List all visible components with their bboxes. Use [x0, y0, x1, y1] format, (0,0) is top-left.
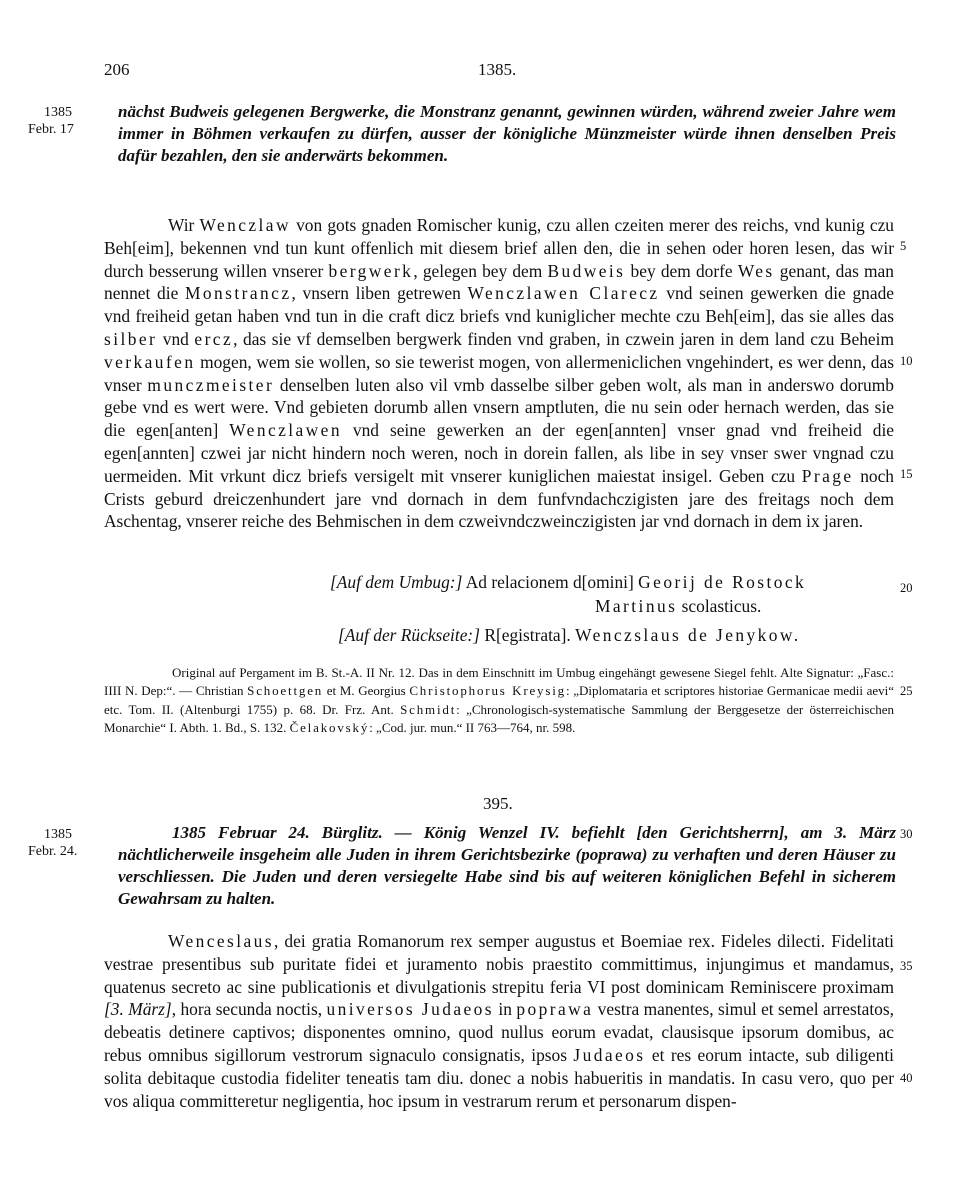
entry-395-summary: 1385 Februar 24. Bürglitz. — König Wenzel IV. befiehlt [den Gerichtsherrn], am 3. März nächtlicherweile insgeheim alle Juden in ihrem Gerichtsbezirke (poprawa) zu verhaften und deren Häuser zu verschliessen. Die Juden und deren versiegelte Habe sind bis auf weiteren königlichen Befehl in sicherem Gewahrsam zu halten.: [118, 823, 896, 908]
spaced-name: Prage: [801, 465, 854, 486]
spaced-name: Wenceslaus: [168, 931, 275, 951]
margin-date-394: [28, 104, 74, 138]
spaced-name: Wenczlawen: [229, 420, 342, 441]
spaced-name: Wenczlawen Clarecz: [467, 283, 660, 304]
text-run: , hora secunda noctis,: [171, 999, 327, 1020]
text-run: vnd seinen gewerken die gnade vnd freiheid getan haben vnd tun in die craft dicz briefs vnd kuniglicher mechte czu Beh[eim], das sie alles das: [104, 283, 894, 327]
spaced-name: Judaeos: [573, 1044, 646, 1065]
text-run: : „Cod. jur. mun.“ II 763—764, nr. 598.: [369, 719, 576, 735]
endorsement-umbug-line2: [595, 596, 761, 617]
text-run: denselben luten also vil vmb dasselbe silber geben wolt, als man in anderswo dorumb gebe vnd es wert were. Vnd gebieten dorumb allen vnsern amptluten, die nu sein oder hernach werden, das sie die egen[anten]: [104, 374, 894, 441]
endorsement-rueckseite: [338, 625, 801, 646]
text-run: , gelegen bey dem: [413, 260, 548, 281]
margin-day: Febr. 24.: [28, 844, 78, 859]
text-run: , dei gratia Romanorum rex semper augustus et Boemiae rex. Fideles dilecti. Fidelitati vestrae presentibus sub puritate fidei et juramento nobis praestito committimus, injungimus et mandamus, quatenus secreto ac sine publicationis et divulgationis strepitu feria VI post dominicam Reminiscere proximam: [104, 931, 894, 997]
spaced-name: bergwerk: [328, 260, 414, 281]
entry-number-395: 395.: [483, 794, 513, 813]
text-run: : „Diplomataria et scriptores historiae Germanicae medii aevi“ etc. Tom. II. (Altenburgi 1755) p. 68. Dr. Frz. Ant.: [104, 683, 894, 717]
entry-395-text: [104, 930, 894, 1112]
text-run: Wir: [168, 215, 200, 235]
spaced-name: Čelakovský: [289, 719, 370, 735]
endorsement-name-2: Wenczslaus de Jenykow.: [575, 625, 801, 645]
page-number: 206: [104, 60, 130, 79]
line-number-5: 5: [900, 239, 907, 253]
spaced-name: munczmeister: [147, 374, 275, 395]
text-run: vestra manentes, simul et semel arrestatos, debeatis detinere captivos; disponentes omnino, quod nullus eorum evadat, clausisque ipsorum domibus, ac rebus omnibus sigillorum vestrorum signaculo consignatis, ipsos: [104, 999, 894, 1065]
spaced-name: Schmidt: [400, 701, 457, 717]
endorsement-role: scolasticus.: [681, 596, 762, 616]
endorsement-name2: Martinus: [595, 596, 678, 616]
running-year-header: 1385.: [478, 60, 517, 79]
spaced-name: Monstrancz: [185, 283, 292, 304]
endorsement-label: [Auf dem Umbug:]: [330, 572, 463, 592]
margin-date-395: [28, 826, 78, 860]
endorsement-umbug: [330, 572, 806, 593]
text-run: genant, das man nennet die: [104, 260, 894, 304]
text-run: vnd seine gewerken an der egen[annten] vnser gnad vnd freiheid die egen[annten] czwei jar nicht hindern noch weren, noch in dorein fallen, als libe in sey vnser swer vngnad czu uermeiden. Mit vrkunt dicz briefs versigelt mit vnserer kuniglichen maiestat insigel. Geben czu: [104, 420, 894, 486]
spaced-name: verkaufen: [104, 351, 196, 372]
margin-year: 1385: [44, 827, 72, 842]
source-note-394: [104, 664, 894, 737]
spaced-name: ercz: [194, 328, 234, 349]
text-run: vnd: [157, 328, 195, 349]
spaced-name: Schoettgen: [247, 683, 324, 699]
line-number-40: 40: [900, 1071, 913, 1085]
line-number-25: 25: [900, 684, 913, 698]
spaced-name: Wenczlaw: [199, 215, 291, 235]
entry-395-body: [104, 930, 894, 1112]
spaced-name: Wes: [737, 260, 775, 281]
text-run: , das sie vf demselben bergwerk finden vnd graben, in czwein jaren in dem land czu Beheim: [233, 328, 895, 349]
line-number-20: 20: [900, 581, 913, 595]
text-run: et M. Georgius: [323, 683, 410, 699]
spaced-name: universos Judaeos: [326, 999, 494, 1020]
entry-394-summary: nächst Budweis gelegenen Bergwerke, die Monstranz genannt, gewinnen würden, während zweier Jahre wem immer in Böhmen verkaufen zu dürfen, ausser der königliche Münzmeister würde ihnen denselben Preis dafür bezahlen, den sie anderwärts bekommen.: [118, 102, 896, 165]
line-number-35: 35: [900, 959, 913, 973]
spaced-name: silber: [104, 328, 158, 349]
text-run: in: [494, 999, 517, 1020]
endorsement-label-2: [Auf der Rückseite:]: [338, 625, 480, 645]
spaced-name: Budweis: [547, 260, 626, 281]
source-note-text: [104, 664, 894, 737]
spaced-name: Christophorus Kreysig: [409, 683, 567, 699]
endorsement-text: Ad relacionem d[omini]: [465, 572, 634, 592]
endorsement-name: Georij de Rostock: [638, 572, 807, 592]
margin-year: 1385: [44, 105, 72, 120]
line-number-30: 30: [900, 827, 913, 841]
margin-day: Febr. 17: [28, 122, 74, 137]
text-run: et res eorum intacte, sub diligenti solita debitaque custodia fideliter teneatis tam diu. donec a nobis habueritis in mandatis. In casu vero, quo per vos aliqua committeretur negligentia, hoc ipsum in vestrarum rerum et personarum dispen-: [104, 1044, 894, 1111]
text-run: mogen, wem sie wollen, so sie tewerist mogen, von allermeniclichen vngehindert, es wer denn, das vnser: [104, 351, 894, 395]
text-run: von gots gnaden Romischer kunig, czu allen czeiten merer des reichs, vnd kunig czu Beh[eim], bekennen vnd tun kunt offenlich mit diesem brief allen den, die in sehen oder horen lesen, das wir durch besserung willen vnserer: [104, 215, 894, 281]
spaced-name: poprawa: [516, 999, 594, 1020]
text-run: , vnsern liben getrewen: [291, 283, 468, 304]
endorsement-text-2: R[egistrata].: [484, 625, 571, 645]
line-number-15: 15: [900, 467, 913, 481]
text-run: Original auf Pergament im B. St.-A. II Nr. 12. Das in dem Einschnitt im Umbug eingehängt gewesene Siegel fehlt. Alte Signatur: „Fasc.: IIII N. Dep:“. — Christian: [104, 665, 894, 699]
entry-394-text: [104, 214, 894, 533]
text-run: noch Crists geburd dreiczenhundert jare vnd dornach in dem funfvndachczigisten jare des freitags noch dem Aschentag, vnserer reiche des Behmischen in dem czweivndczweinczigisten jar vnd dornach in dem ix jaren.: [104, 465, 894, 532]
line-number-10: 10: [900, 354, 913, 368]
text-run: : „Chronologisch-systematische Sammlung der Berggesetze der österreichischen Monarchie“ I. Abth. 1. Bd., S. 132.: [104, 701, 895, 735]
text-run: [3. März]: [104, 999, 172, 1020]
entry-394-body: [104, 214, 894, 533]
text-run: bey dem dorfe: [625, 260, 738, 281]
